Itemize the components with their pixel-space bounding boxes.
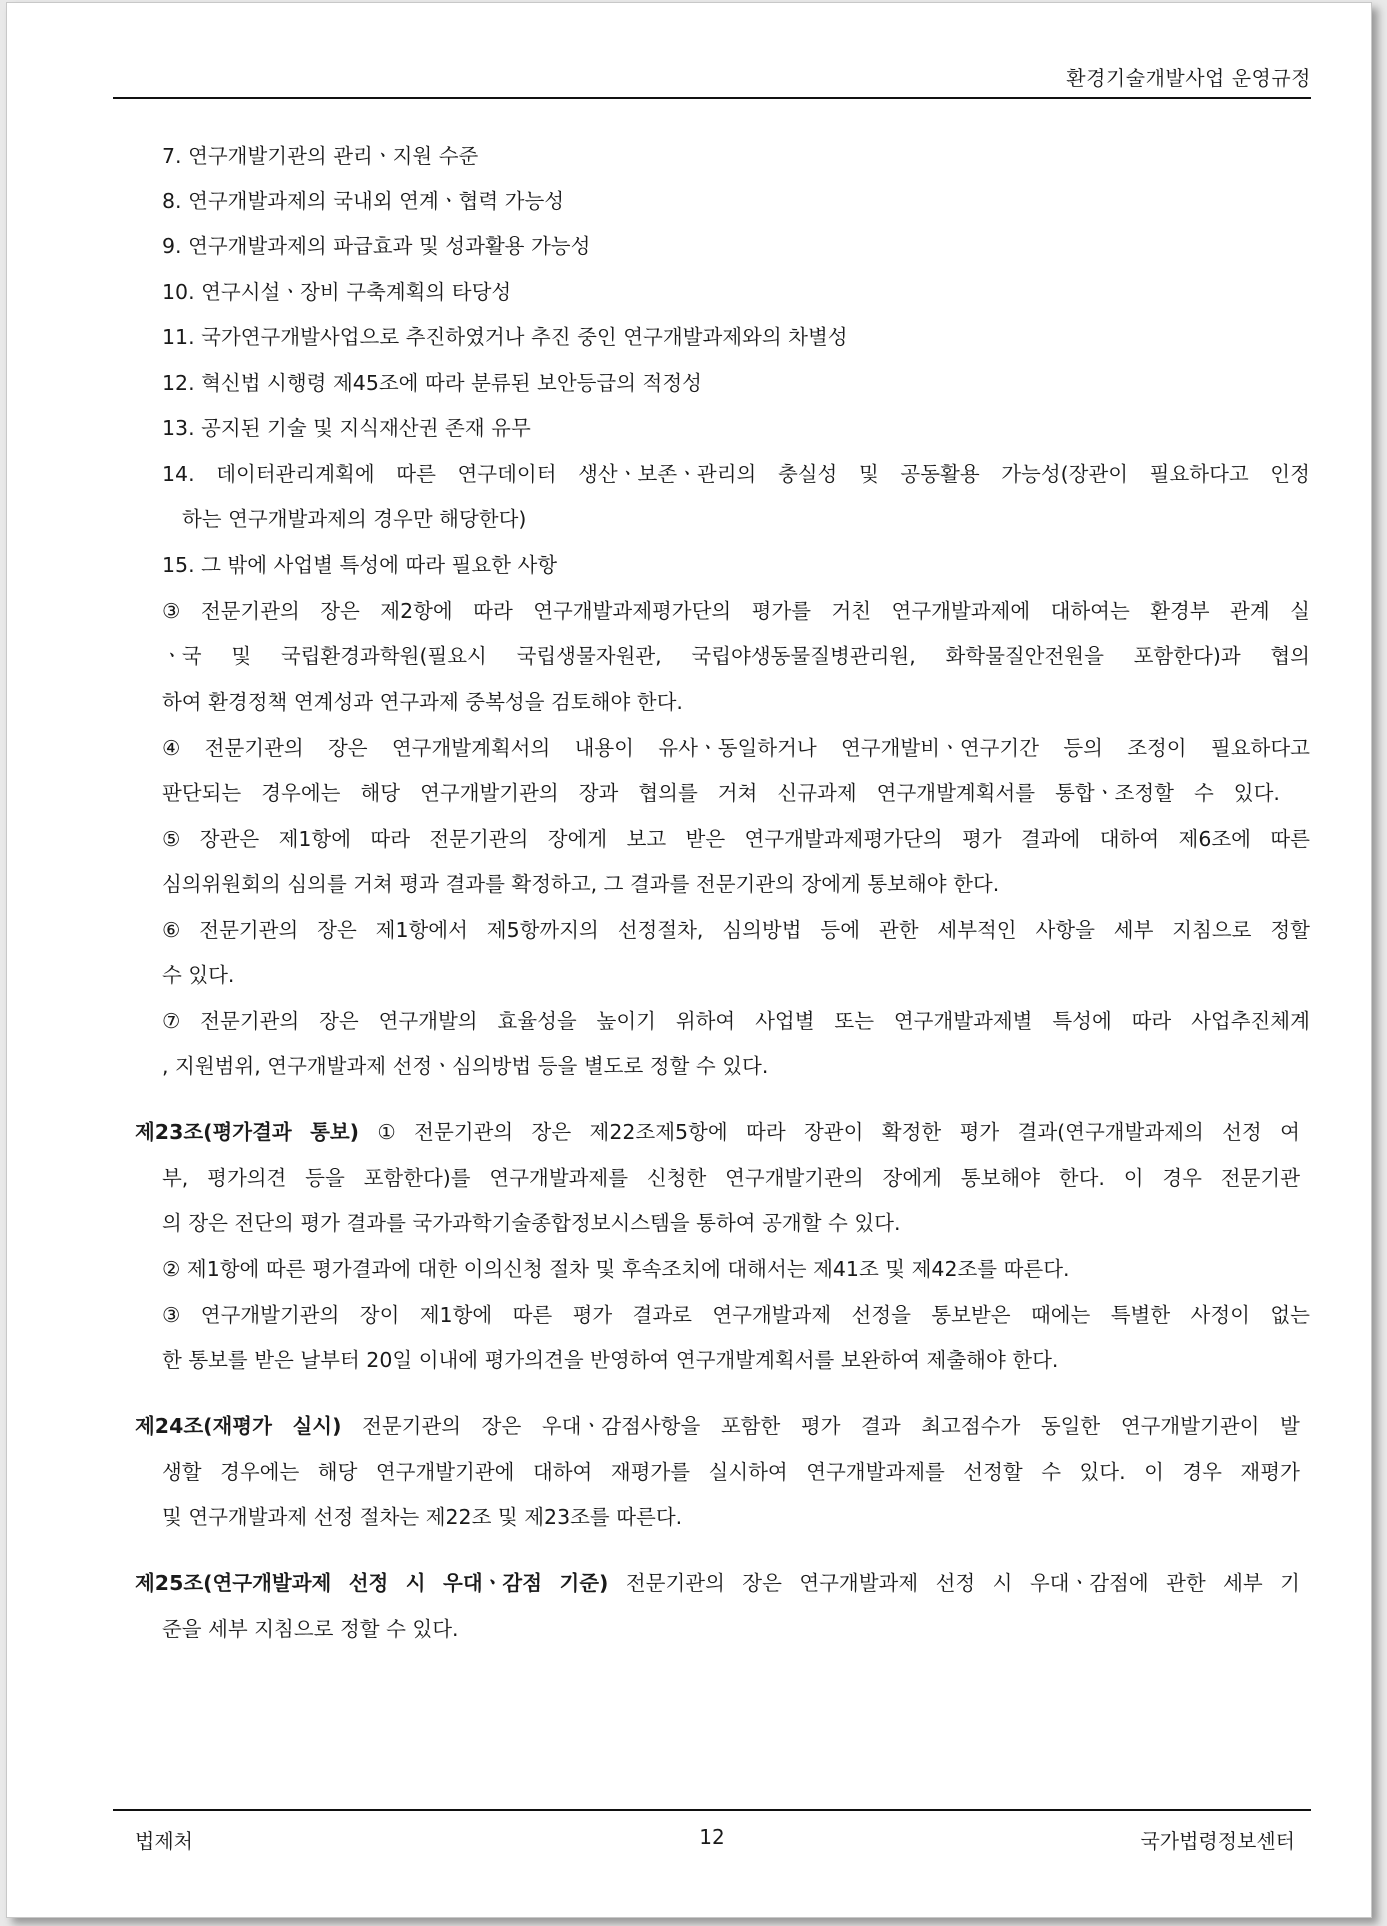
text-line: 제24조(재평가 실시) 전문기관의 장은 우대ㆍ감점사항을 포함한 평가 결과 최고점수가 동일한 연구개발기관이 발 (135, 1414, 1300, 1438)
text-line (162, 961, 234, 989)
line-text: 10. 연구시설ㆍ장비 구축계획의 타당성 (162, 280, 512, 304)
text-line (162, 1503, 682, 1531)
line-text: 11. 국가연구개발사업으로 추진하였거나 추진 중인 연구개발과제와의 차별성 (162, 325, 848, 349)
text-line (162, 414, 531, 442)
footer-center-name: 국가법령정보센터 (1140, 1829, 1295, 1853)
line-text: 수 있다. (162, 963, 235, 987)
text-line: ③ 전문기관의 장은 제2항에 따라 연구개발과제평가단의 평가를 거친 연구개발과제에 대하여는 환경부 관계 실 (162, 599, 1310, 623)
line-text: 12. 혁신법 시행령 제45조에 따라 분류된 보안등급의 적정성 (162, 371, 702, 395)
line-text: , 지원범위, 연구개발과제 선정ㆍ심의방법 등을 별도로 정할 수 있다. (162, 1054, 769, 1078)
text-line (162, 1255, 1070, 1283)
text-line: ⑦ 전문기관의 장은 연구개발의 효율성을 높이기 위하여 사업별 또는 연구개발과제별 특성에 따라 사업추진체계 (162, 1009, 1310, 1033)
text-line (162, 551, 557, 579)
line-text: 8. 연구개발과제의 국내외 연계ㆍ협력 가능성 (162, 189, 565, 213)
text-line: 부, 평가의견 등을 포함한다)를 연구개발과제를 신청한 연구개발기관의 장에게 통보해야 한다. 이 경우 전문기관 (162, 1166, 1300, 1190)
text-line (162, 870, 999, 898)
line-text: 7. 연구개발기관의 관리ㆍ지원 수준 (162, 144, 479, 168)
page-footer (113, 1809, 1311, 1851)
page-number: 12 (699, 1825, 725, 1849)
text-line: 제25조(연구개발과제 선정 시 우대ㆍ감점 기준) 전문기관의 장은 연구개발과제 선정 시 우대ㆍ감점에 관한 세부 기 (135, 1571, 1300, 1595)
text-line (182, 505, 526, 533)
text-line (162, 142, 478, 170)
text-line: ③ 연구개발기관의 장이 제1항에 따른 평가 결과로 연구개발과제 선정을 통보받은 때에는 특별한 사정이 없는 (162, 1303, 1310, 1327)
text-line: ④ 전문기관의 장은 연구개발계획서의 내용이 유사ㆍ동일하거나 연구개발비ㆍ연구기간 등의 조정이 필요하다고 (162, 736, 1310, 760)
line-text: 의 장은 전단의 평가 결과를 국가과학기술종합정보시스템을 통하여 공개할 수 있다. (162, 1211, 901, 1235)
text-line (162, 369, 702, 397)
text-line (162, 1615, 459, 1643)
header-title: 환경기술개발사업 운영규정 (1066, 66, 1311, 90)
text-line: ⑤ 장관은 제1항에 따라 전문기관의 장에게 보고 받은 연구개발과제평가단의 평가 결과에 대하여 제6조에 따른 (162, 827, 1310, 851)
text-line (162, 187, 564, 215)
text-line (162, 1052, 768, 1080)
line-text: ② 제1항에 따른 평가결과에 대한 이의신청 절차 및 후속조치에 대해서는 제41조 및 제42조를 따른다. (162, 1257, 1070, 1281)
text-line: 판단되는 경우에는 해당 연구개발기관의 장과 협의를 거쳐 신규과제 연구개발계획서를 통합ㆍ조정할 수 있다. (162, 781, 1280, 805)
text-line (162, 232, 590, 260)
line-text: 15. 그 밖에 사업별 특성에 따라 필요한 사항 (162, 553, 558, 577)
text-line (162, 688, 683, 716)
text-line: 제23조(평가결과 통보) ① 전문기관의 장은 제22조제5항에 따라 장관이 확정한 평가 결과(연구개발과제의 선정 여 (135, 1120, 1300, 1144)
line-text: 9. 연구개발과제의 파급효과 및 성과활용 가능성 (162, 234, 591, 258)
footer-source: 법제처 (135, 1829, 193, 1853)
text-line: ㆍ국 및 국립환경과학원(필요시 국립생물자원관, 국립야생동물질병관리원, 화학물질안전원을 포함한다)과 협의 (162, 644, 1310, 668)
text-line: ⑥ 전문기관의 장은 제1항에서 제5항까지의 선정절차, 심의방법 등에 관한 세부적인 사항을 세부 지침으로 정할 (162, 918, 1310, 942)
document-page (6, 2, 1372, 1918)
text-line (162, 278, 511, 306)
line-text: 하는 연구개발과제의 경우만 해당한다) (182, 507, 527, 531)
line-text: 한 통보를 받은 날부터 20일 이내에 평가의견을 반영하여 연구개발계획서를 보완하여 제출해야 한다. (162, 1348, 1059, 1372)
text-line: 생할 경우에는 해당 연구개발기관에 대하여 재평가를 실시하여 연구개발과제를 선정할 수 있다. 이 경우 재평가 (162, 1460, 1300, 1484)
line-text: 하여 환경정책 연계성과 연구과제 중복성을 검토해야 한다. (162, 690, 683, 714)
page-header (113, 61, 1311, 99)
line-text: 및 연구개발과제 선정 절차는 제22조 및 제23조를 따른다. (162, 1505, 683, 1529)
text-line (162, 1209, 900, 1237)
text-line: 14. 데이터관리계획에 따른 연구데이터 생산ㆍ보존ㆍ관리의 충실성 및 공동활용 가능성(장관이 필요하다고 인정 (162, 462, 1310, 486)
line-text: 13. 공지된 기술 및 지식재산권 존재 유무 (162, 416, 531, 440)
text-line (162, 323, 848, 351)
line-text: 심의위원회의 심의를 거쳐 평과 결과를 확정하고, 그 결과를 전문기관의 장에게 통보해야 한다. (162, 872, 1000, 896)
text-line (162, 1346, 1058, 1374)
line-text: 준을 세부 지침으로 정할 수 있다. (162, 1617, 459, 1641)
